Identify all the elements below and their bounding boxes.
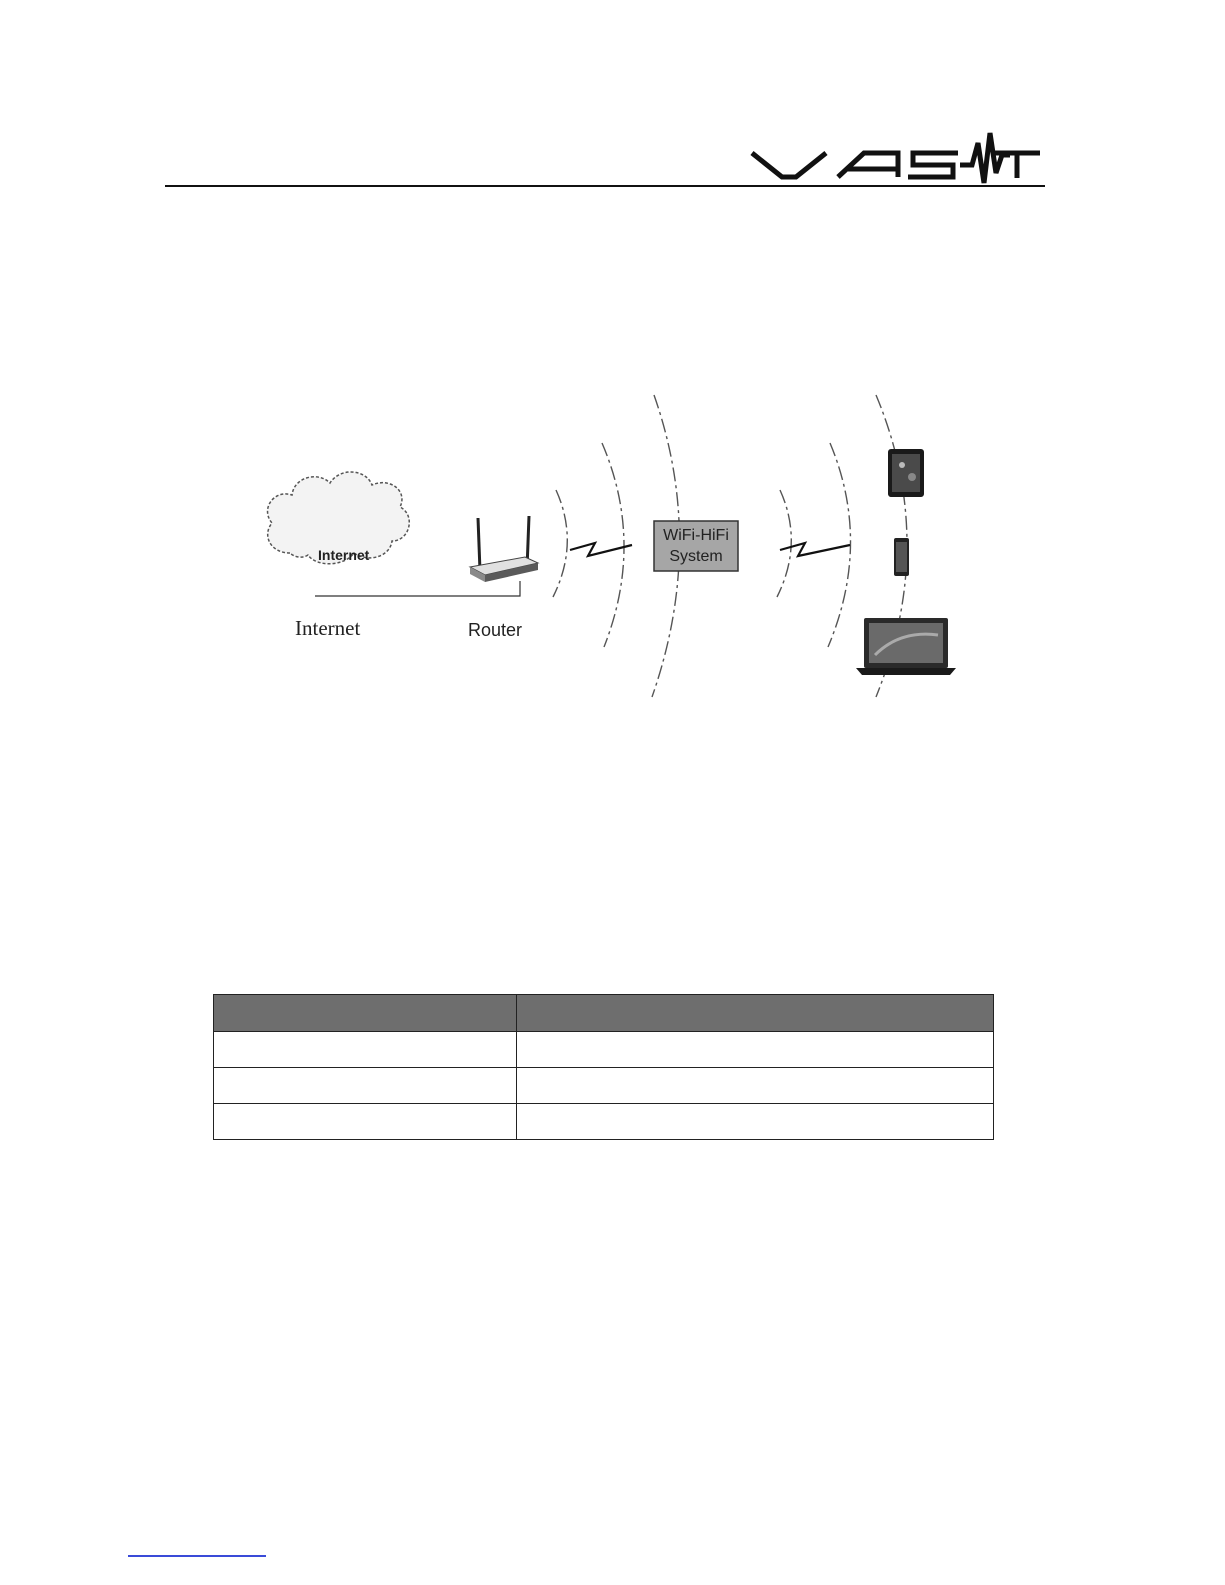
table-cell: [214, 1068, 517, 1104]
table-cell: [517, 1032, 994, 1068]
cloud-label: Internet: [318, 547, 370, 563]
wireless-link-icon: [570, 543, 632, 556]
phone-icon: [894, 538, 909, 576]
system-box-line2: System: [669, 548, 723, 565]
network-diagram: [250, 385, 980, 705]
connection-line: [315, 581, 520, 596]
table-row: [214, 1068, 994, 1104]
system-box-line1: WiFi-HiFi: [663, 527, 729, 544]
table-row: [214, 1032, 994, 1068]
header-rule: [165, 185, 1045, 187]
table-header-cell: [214, 995, 517, 1032]
table-cell: [517, 1104, 994, 1140]
spec-table: [213, 994, 994, 1140]
router-caption: Router: [468, 620, 523, 640]
table-cell: [214, 1104, 517, 1140]
footer-link-underline[interactable]: [128, 1555, 266, 1557]
table-header-cell: [517, 995, 994, 1032]
tablet-icon: [888, 449, 924, 497]
table-cell: [214, 1032, 517, 1068]
router-icon: [470, 516, 538, 582]
table-header-row: [214, 995, 994, 1032]
vast-logo: [748, 125, 1044, 187]
internet-caption: Internet: [295, 616, 361, 640]
laptop-icon: [856, 618, 956, 675]
table-row: [214, 1104, 994, 1140]
table-cell: [517, 1068, 994, 1104]
